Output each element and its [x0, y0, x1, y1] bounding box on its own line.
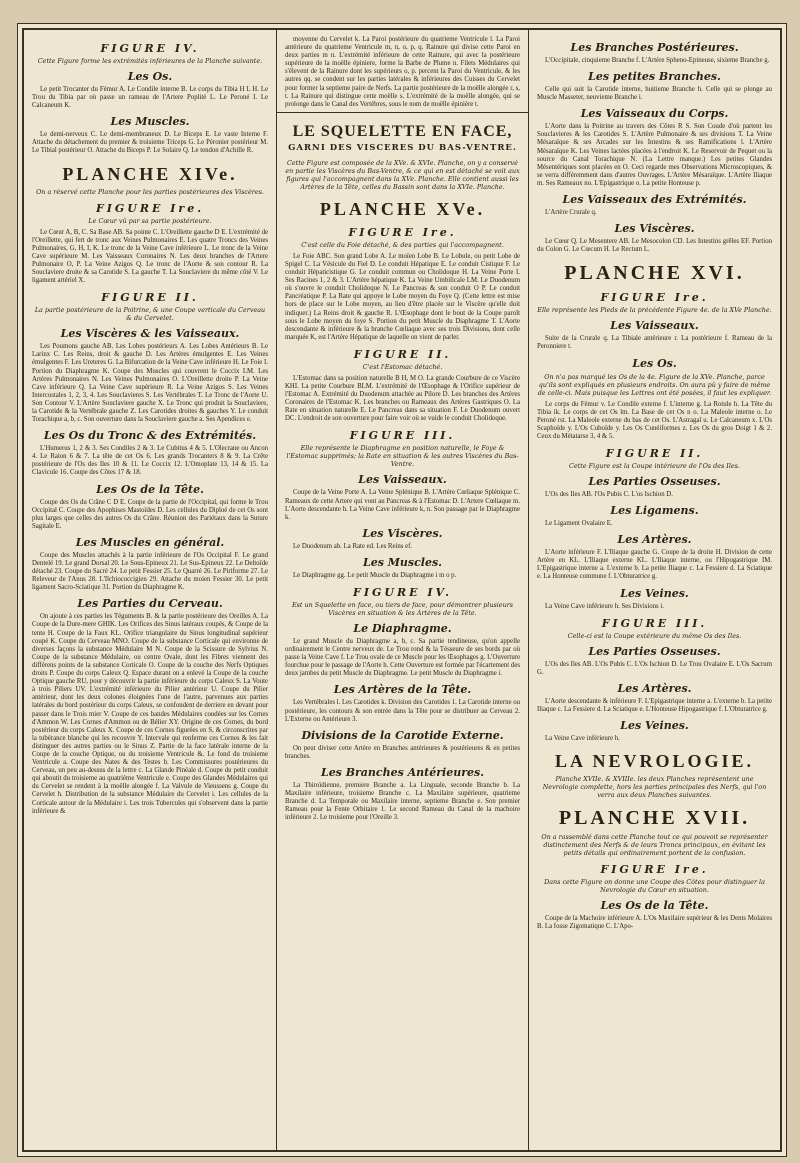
section-heading: Les Parties du Cerveau.	[77, 597, 223, 611]
paragraph: Coupe des Muscles attachés à la partie inférieure de l'Os Occipital F. Le grand Dentelé 19. Le grand Dorsal 20. Le Sous-Epineux 21. Le Sus-Epineux 22. Le Deltoïde détaché 23. Coupe du Sacré 24. Le petit Fessier 25. Le Quarré 26. Le Piriforme 27. Le Releveur de l'Anus 28. L'Ilchiococcigien 29. Attache du moien Fessier 30. Le petit ligament Sacro-Sciatique 31. Portion du Diaphragme K.	[32, 551, 268, 592]
section-heading: Les Muscles.	[362, 555, 443, 569]
figure-title: FIGURE II.	[605, 446, 704, 460]
plate-caption: Planche XVIIe. & XVIIIe. les deux Planches représentent une Nevrologie complette, hors les parties principales des Nerfs, qui l'on verra aux deux Planches suivantes.	[542, 775, 767, 800]
divider	[277, 112, 528, 113]
section-heading: Les Vaisseaux.	[610, 319, 699, 333]
section-heading: Les Veines.	[620, 719, 689, 732]
section-heading: Les Muscles en général.	[75, 535, 225, 549]
columns	[24, 30, 780, 1150]
figure-caption: C'est l'Estomac détaché.	[362, 362, 443, 371]
page-sheet	[22, 28, 782, 1152]
paragraph: Coupe de la Machoire inférieure A. L'Os Maxilaire supérieur & les Dents Molaires B. La fosse Zigomatique C. L'Apo-	[537, 915, 772, 931]
section-heading: Les Artères de la Tête.	[333, 683, 472, 697]
paragraph: L'Os des Iles AB. L'Os Pubis C. L'Os Ischion D. Le Trou Ovalaire E. L'Os Sacrum G.	[537, 660, 772, 676]
figure-caption: La partie postérieure de la Poitrine, & une Coupe verticale du Cerveau & du Cervelet.	[34, 306, 266, 323]
paragraph: L'Aorte dans la Poitrine au travers des Côtes R S. Son Coude d'où partent les Souclavieres & les Carotides S. L'Artère Pulmonaire & ses divisions T. La Veine Mésaraïque & ses Arcades sur les Intestins & ses Ramifications l. L'Artère Mésaraïque K. Les Veines lactées placées à l'endroit K. Le Reservoir de Pequet ou la source du Canal Torachique N. (La Lettre manque.) Les petites Glandes Mésentériques sont placées en O. Ceci regarde mes Observations Microscopiques, & se verra différemment dans d'autres Ouvrages. L'Artère Mésaraïque. L'Artère Iliaque m. Ses Rameaux no. L'Epigastrique o. La petite Honteuse p.	[537, 123, 772, 187]
section-heading: Les Vaisseaux.	[358, 473, 447, 487]
section-main-title: LE SQUELETTE EN FACE,	[292, 122, 513, 140]
section-heading: Les Viscères.	[614, 222, 695, 236]
figure-title: FIGURE II.	[101, 291, 199, 305]
column-middle	[276, 30, 528, 1150]
paragraph: L'Aorte inférieure F. L'Iliaque gauche G. Coupe de la droite H. Division de cette Artère en KL. L'Iliaque externe KL. L'Iliaque interne, ou l'Hipogastrique IM. L'Epigastrique interne a. L'externe b. La petite Iliaque c. La Fessiere d. La Sciatique e. La Honteuse commune f. L'Obturatrice g.	[537, 549, 772, 581]
figure-title: FIGURE II.	[353, 347, 452, 361]
paragraph: Le Diaphragme gg. Le petit Muscle du Diaphragme i m o p.	[293, 571, 457, 579]
section-heading: Les Viscères.	[362, 526, 443, 540]
section-heading: Les Os.	[127, 70, 173, 83]
section-heading: Les Branches Antérieures.	[320, 765, 485, 779]
plate-title: PLANCHE XVII.	[558, 807, 751, 830]
figure-title: FIGURE IV.	[353, 586, 452, 599]
paragraph: Le corps du Fémur v. Le Condile externe f. L'interne g. La Rotule h. La Tête du Tibia ik. Le corps de cet Os lm. La Base de cet Os n o. La Maleole interne o. Le Peroné rst. La Maleole externe du bas de cet Os. L'Astragal u. Le Calcaneum x. L'Os Scaphoïde y. L'Os Cuboïde y. Les Os Cunéiformes z. Les Os du gros Doigt 1 & 2. Ceux du Métatarse 3, 4 & 5.	[537, 400, 772, 440]
paragraph: Le Ligament Ovalaire E.	[545, 520, 613, 528]
plate-title: LA NEVROLOGIE.	[554, 751, 755, 772]
figure-caption: Cette Figure est la Coupe intérieure de l'Os des Iles.	[569, 461, 740, 470]
paragraph: L'Estomac dans sa position naturelle B H, M O. La grande Courbure de ce Viscère KHI. La petite Courbure BLM. L'extrémité de l'Œsophage & l'Orifice supérieur de l'Estomac A. Extrémité du Duodenum attachée au Pilore D. Les branches des Artères Coronaires de l'Estomac K. Les branches ou Rameaux des Artères Gastriques O. La Rate en situation naturelle E. Le Pancreas dans sa situation F. Le Duodenum ouvert DC. L'endroit de son ouverture pour faire voir où se vuide le conduit Cholidoque.	[285, 374, 520, 423]
paragraph: Celle qui suit la Carotide interne, huitieme Branche h. Celle qui se plonge au Muscle Masseter, neuvieme Branche i.	[537, 86, 772, 102]
plate-title: PLANCHE XIVe.	[62, 163, 238, 184]
figure-caption: Le Cœur vû par sa partie postérieure.	[88, 216, 212, 225]
section-heading: Les Os de la Tête.	[600, 899, 709, 913]
figure-caption: C'est celle du Foie détaché, & des parties qui l'accompagnent.	[301, 240, 504, 249]
paragraph: On ajoute à ces parties les Téguments B. & la partie postérieure des Oreilles A. La Coupe de la Dure-mere GHIK. Les Orifices des Sinus latéraux coupés, & Coupe de la tente H. Coupe de la Faux KL. Orifice triangulaire du Sinus longitudinal supérieur coupé K. Coupe du Cerveau MNO. Coupe de la substance Corticale qui environne de diverses façons la substance Médulaire M N. Coupe de la Scissure de Sylvius N. Coupe de la substance Médulaire, ou centre Ovale, dont les Fibres viennent des différens points de la substance Corticale O. Coupe de la couche des Nerfs Optiques droits P. Coupe du corps Caleux Q. Espace durant on a enlevé la Coupe de la couche Optique gauche RU, pour y découvrir la partie inférieure du corps Caleux S. La Voute à trois Piliers UV. L'extrémité inférieure du Pilier antérieur U. Coupe du Pilier antérieur, dont les deux colones éloignées l'une de l'autre, parvenues aux parties latérales du bord postérieur du corps Caleux, se confondent de derriere en devant pour passer dans le Trois mier V. Coupe de ces bandes Médulaires coudées sur les Cornes d'Ammon W. Les Cornes d'Ammon ou de Bélier XY. Origine de ces Cornes, du bord postérieur du corps Caleux X. Coupe de ces Cornes figurées en S, & circonscrites par la tubérance blanche qui les recouvre Y. Intervale qui renferme ces Cornes & les fait distinguer des autres parties ou le Sinus Z. Partie de la face latérale interne de la Coupe de la couche Optique, ou du troisieme Ventricule &. Le fond du troisieme Ventricule a. Coupe des Nates & des Testes b. Les Commissures postérieures du Cerveau, un peu au-dessus de la lettre c. La Glande Pinéale d. Coupe du petit conduit qui aboutit du troisieme au quatrième Ventricule e. Coupe des Glandes Médulaires qui du Cervelet se rendent à la moëlle alongée f. La Valvule de Vieussens g. Coupe du Cervelet h. Distribution de la substance Médulaire du Cervelet i. Les cellules de la Corticale autour de la Médulaire i. Les trois Tubercules qui s'observent dans la partie inférieure &	[32, 613, 268, 815]
paragraph: La Thiroïdienne, premiere Branche a. La Linguale, seconde Branche b. La Maxilaire inférieure, troisieme Branche c. La Maxilaire supérieure, quatrieme Branche d. La Temporale ou Maxilaire interne, septieme Branche e. Son premier Rameau pour la Fente Orbitaire 1. Le second Rameau du Canal de la machoire inférieure 2. Le troisieme pour l'Oreille 3.	[285, 781, 520, 822]
section-heading: Divisions de la Carotide Externe.	[301, 728, 504, 742]
figure-title: FIGURE Ire.	[600, 863, 709, 877]
section-heading: Les Parties Osseuses.	[588, 644, 721, 658]
figure-title: FIGURE III.	[601, 616, 708, 630]
plate-title: PLANCHE XVI.	[564, 262, 745, 285]
section-subtitle: GARNI DES VISCERES DU BAS-VENTRE.	[288, 142, 517, 153]
paragraph: Les Vertébrales l. Les Carotides k. Division des Carotides 1. La Carotide interne ou postérieure, les contours & son entrée dans la Tête pour se distribuer au Cerveau 2. L'Externe ou Antérieure 3.	[285, 699, 520, 723]
paragraph: Coupe des Os du Crâne C D E. Coupe de la partie de l'Occipital, qui forme le Trou Occipital C. Coupe des Apophises Mastoïdes D. Les cellules du Diploé de cet Os sont plus larges que celles des autres Os du Crâne. Réunion des Pariétaux dans la Suture Sagitale E.	[32, 498, 268, 530]
section-heading: Les petites Branches.	[588, 70, 721, 84]
figure-caption: Est un Squelette en face, ou tiers de face, pour démontrer plusieurs Viscères en situation & les Artères de la Tête.	[291, 601, 514, 617]
paragraph: Le Cœur A, B, C. Sa Base AB. Sa pointe C. L'Oreillette gauche D E. L'extrémité de l'Oreillette, qui fert de tronc aux Veines Pulmonaires E. Les quatre Troncs des Veines Pulmonaires, G, H, I, K. Le tronc de la Veine Cave inférieure L. Le tronc de la Veine Cave supérieure M. Les Vaisseaux Coronaires N. Les deux branches de l'Artere Pulmonaire O, P. La Veine Azigos Q. Le tronc de l'Aorte & son contour R. La Souclaviere droite & sa Carotide S. La gauche T. La Souclaviere du même côté V. Le ligament artériel X.	[32, 228, 268, 285]
paragraph: L'Humerus 1, 2 & 3. Ses Condiles 2 & 3. Le Cubitus 4 & 5. L'Olecrane ou Ancon 4. Le Raion 6 & 7. La tête de cet Os 6. Les grands Trocanters 8 & 9. La Crête postérieure de l'Os des Iles 10 & 11. Le Coccix 12. L'Omoplate 13, 14 & 15. La Clavicule 16. Coupe des Côtes 17 & 18.	[32, 445, 268, 477]
paragraph: Coupe de la Veine Porte A. La Veine Splénique B. L'Artère Cœliaque Splénique C. Rameaux de cette Artere qui vont au Pancreas & à l'Estomac D. L'Artere Cœliaque m. L'Aorte descendante h. La Veine Cave inférieure k, n. Son passage par le Diaphragme k.	[285, 489, 520, 521]
paragraph: On peut diviser cette Artère en Branches antérieures & postérieures & en petites branches.	[285, 744, 520, 760]
paragraph: Le grand Muscle du Diaphragme a, b, c. Sa partie tendineuse, qu'on appelle ordinairement le Centre nerveux de. Le Trou rond & la Tésseure de ses bords par où passe la Veine Cave f. Le Trou ovale de ce Muscle pour les Œsophages g. L'Ouverture fourchue pour le passage de l'Aorte h. Cette Ouverture est formée par l'écartement des deux jambes du petit Muscle du Diaphragme. Le petit Muscle du Diaphragme i.	[285, 638, 520, 678]
figure-title: FIGURE Ire.	[348, 225, 457, 239]
note: On n'a pas marqué les Os de la 4e. Figure de la XVe. Planche, parce qu'ils sont expliqués en plusieurs endroits. On aura pû y faire de même de celle-ci. Mais puisque les Lettres ont été posées, il faut les expliquer.	[537, 372, 772, 397]
paragraph: Les Poumons gauche AB. Les Lobes postérieurs A. Les Lobes Antérieurs B. Le Larinx C. Les Reins, droit & gauche D. Les Artères émulgentes E. Les Veines émulgentes F. Les Ureteres G. La Bifurcation de la Veine Cave inférieure H. Le Foie I. Portion du Diaphragme K. Coupe des Muscles qui couvrent le Coccix LM. Les Artères Pulmonaires N. Les Veines Pulmonaires O. L'Oreillette droite P. La Veine Cave inférieure Q. La Veine Cave supérieure R. La Veine Azigos S. Les Veines Intercostales 1, 2, 3, 4. Les Souclavieres S. Les Vertébrales T. Le Tronc de l'Aorte U. Son Contour V. L'Artère Souclaviere gauche X. Le Tronc qui produit la Souclaviere, la Carotide & la Vertébrale gauche Z. Les Carotides droites & gauches Y. Le conduit Torachique a, b, c. Son ouverture dans la Souclaviere gauche a. Ses Apendices e.	[32, 343, 268, 424]
section-heading: Les Veines.	[620, 586, 689, 600]
paragraph: Le Foie ABC. Son grand Lobe A. Le moïen Lobe B. Le Lobule, ou petit Lobe de Spigel C. La Vésicule du Fiel D. Le conduit Hépatique E. Le conduit Cistique F. Le conduit Hépaticistique G. Le conduit commun ou Cholidoque H. La Veine Porte I. Ses Racines 1, 2 & 3. L'Artère hépatique K. La Veine Umbilicale LM. Le Duodenum où s'ouvre le conduit Cholidoque N. Le Pancreas & son conduit O P. Le conduit Pancréatique P. La Rate qui appuye le Lobe moyen du Foye Q. (Cette lettre est mise hors de place sur le Lobe moyen, au lieu d'être placée sur le Viscère qu'elle doit indiquer.) La Reins droit & gauche R. L'Œsophage dont le bout de la Coupe paroît sous le Lobe moyen du foye S. Portion du petit Muscle du Diaphragme T. L'Aorte descendante & inférieure & la branche Cœliaque avec ses trois Divisions, dont celle marquée K, est l'Artère Hépatique de laquelle on vient de parler.	[285, 252, 520, 341]
paragraph: L'Os des Iles AB. l'Os Pubis C. L'os Ischion D.	[545, 490, 673, 498]
figure-title: FIGURE III.	[349, 429, 456, 443]
paragraph: L'Artère Crurale q.	[545, 209, 597, 217]
figure-title: FIGURE Ire.	[600, 291, 709, 305]
figure-caption: Celle-ci est la Coupe extérieure du même Os des Iles.	[567, 631, 742, 640]
section-heading: Les Os.	[632, 356, 677, 370]
paragraph: Suite de la Crurale q. La Tibiale antérieure r. La postérieure f. Rameau de la Peronniere t.	[537, 335, 772, 351]
section-heading: Les Parties Osseuses.	[588, 474, 721, 488]
paragraph: Le demi-nerveux C. Le demi-membraneux D. Le Biceps E. Le vaste Interne F. Attache du détachement du premier & troisieme Triceps G. Le Péronier postérieur M. Le Tibial postérieur O. Attache du Biceps P. Le Solaire Q. Le tendon d'Achille R.	[32, 131, 268, 155]
figure-caption: Cette Figure forme les extrémités inférieures de la Planche suivante.	[37, 57, 263, 65]
paragraph: La Veine Cave inférieure h.	[545, 735, 620, 742]
paragraph: moyenne du Cervelet k. La Paroi postérieure du quatrieme Ventricule l. La Paroi antérieure du quatrieme Ventricule m, n, o, p, q. Rainure qui divise cette Paroi en deux parties m n. L'extrémité inférieure de cette Rainure, qui avec la postérieure supérieure de la moëlle épiniere, forme la Barbe de Plume n. Filets Médulaires qui s'élevent de la Rainure dont les supérieurs o, p. percent la Paroi du Ventricule, & les autres qq. se condent sur les parties latérales & inférieures des Cuisses du Cervelet pour former la septieme paire de Nerfs. La partie postérieure de la moëlle alongée r, s, t. La Rainure qui distingue cette moëlle s. L'extrémité de la moëlle alongée, qui se prolonge dans le Canal des Vertèbres, sous le nom de moëlle épinière t.	[285, 36, 520, 108]
paragraph: L'Occipitale, cinquieme Branche f. L'Artère Spheno-Epineuse, sixieme Branche g.	[545, 57, 770, 64]
section-heading: Les Vaisseaux du Corps.	[580, 107, 729, 121]
paragraph: L'Aorte descendante & inférieure F. L'Epigastrique interne a. L'externe b. La petite Iliaque c. La Fessiere d. La Sciatique e. L'Honteuse Hipogastrique f. L'Obturatrice g.	[537, 697, 772, 713]
plate-title: PLANCHE XVe.	[319, 198, 486, 219]
column-left	[24, 30, 276, 1150]
section-heading: Les Ligamens.	[610, 504, 699, 518]
section-heading: Les Artères.	[617, 533, 692, 547]
section-heading: Les Artères.	[617, 681, 692, 695]
section-heading: Le Diaphragme.	[353, 622, 452, 635]
section-heading: Les Viscères & les Vaisseaux.	[60, 327, 240, 341]
figure-caption: Elle représente le Diaphragme en position naturelle, le Foye & l'Estomac supprimés; la Rate en situation & les autres Viscères du Bas-Ventre.	[286, 444, 519, 469]
plate-caption: On a réservé cette Planche pour les parties postérieures des Viscères.	[36, 187, 264, 196]
plate-caption: On a rassemblé dans cette Planche tout ce qui pouvoit se représenter distinctement des Nerfs & de leurs Troncs principaux, en évitant les petits détails qui ordinairement portent de la confusion.	[541, 833, 768, 858]
paragraph: Le petit Trocanter du Fémur A. Le Condile interne B. Le corps du Tibia H L H. Le Trou du Tibia par où passe un rameau de l'Artere Poplité L. Le Peroné I. Le Calcaneum K.	[32, 86, 268, 110]
section-heading: Les Muscles.	[110, 115, 190, 129]
figure-caption: Dans cette Figure on donne une Coupe des Côtes pour distinguer la Nevrologie du Cœur en situation.	[544, 878, 765, 895]
paragraph: Le Duodenum ab. La Rate ed. Les Reins ef.	[293, 542, 413, 550]
section-heading: Les Vaisseaux des Extrémités.	[562, 193, 747, 207]
figure-title: FIGURE Ire.	[95, 201, 205, 215]
figure-caption: Elle représente les Pieds de la précédente Figure 4e. de la XVe Planche.	[537, 306, 772, 315]
section-caption: Cette Figure est composée de la XVe. & XVIe. Planche, on y a conservé en partie les Viscères du Bas-Ventre, & ce qui en est détaché se voit aux figures qui l'accompagnent dans la XVe. Planche. Elle contient aussi les Artères de la Tête, celles du Bassin sont dans la XVIe. Planche.	[285, 158, 520, 191]
section-heading: Les Os du Tronc & des Extrémités.	[43, 429, 257, 443]
paragraph: Le Cœur Q. Le Mesentere AB. Le Mesocolon CD. Les Intestins grêles EF. Portion du Colon G. Le Cœcum H. Le Rectum L.	[537, 238, 772, 254]
column-right	[528, 30, 780, 1150]
section-heading: Les Os de la Tête.	[96, 482, 204, 496]
figure-title: FIGURE IV.	[100, 42, 200, 55]
section-heading: Les Branches Postérieures.	[570, 41, 739, 54]
paragraph: La Veine Cave inférieure h. Ses Divisions i.	[545, 602, 664, 610]
